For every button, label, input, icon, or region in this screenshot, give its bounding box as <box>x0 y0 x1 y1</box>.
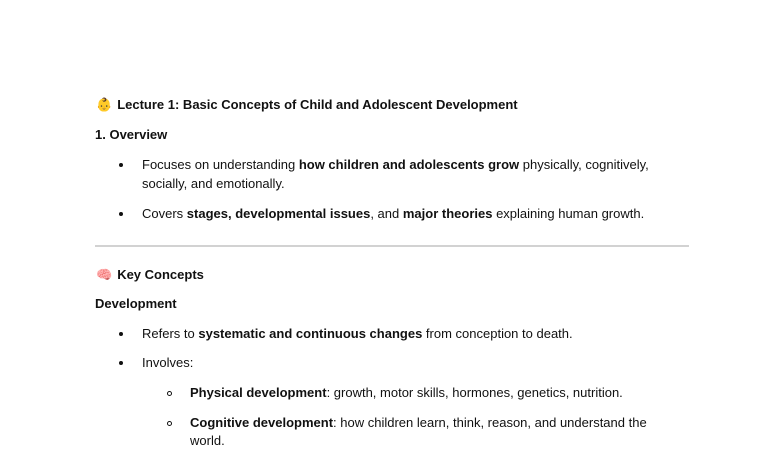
development-subheading: Development <box>95 296 177 311</box>
section-divider <box>95 245 689 247</box>
sub-bullet-icon <box>167 421 172 426</box>
bullet-icon <box>119 361 123 365</box>
bold-text: how children and adolescents grow <box>298 157 520 172</box>
text: Focuses on understanding <box>142 157 299 172</box>
baby-face-icon: 👶 <box>96 98 113 113</box>
text: : growth, motor skills, hormones, genetics, nutrition. <box>326 385 623 400</box>
cognitive-development-cont: world. <box>190 433 225 448</box>
key-concepts-heading: Key Concepts <box>117 267 204 282</box>
overview-item-2 <box>142 205 644 223</box>
bold-text: Physical development <box>190 385 327 400</box>
cognitive-development-item <box>190 414 647 432</box>
bold-text: Cognitive development <box>190 415 334 430</box>
bullet-icon <box>119 163 123 167</box>
development-item-1 <box>142 325 573 343</box>
text: explaining human growth. <box>492 206 645 221</box>
bullet-icon <box>119 332 123 336</box>
overview-item-1-cont: socially, and emotionally. <box>142 176 285 191</box>
text: Covers <box>142 206 187 221</box>
brain-icon: 🧠 <box>96 268 113 283</box>
bold-text: major theories <box>402 206 493 221</box>
overview-item-1 <box>142 156 649 174</box>
text: , and <box>370 206 403 221</box>
text: physically, cognitively, <box>519 157 649 172</box>
development-item-2: Involves: <box>142 355 194 370</box>
lecture-title-line <box>96 96 518 115</box>
physical-development-item <box>190 384 623 402</box>
lecture-title: Lecture 1: Basic Concepts of Child and Adolescent Development <box>117 97 518 112</box>
overview-heading: 1. Overview <box>95 127 168 142</box>
text: Refers to <box>142 326 199 341</box>
bold-text: systematic and continuous changes <box>198 326 423 341</box>
key-concepts-heading-line <box>96 266 204 285</box>
text: : how children learn, think, reason, and understand the <box>333 415 647 430</box>
sub-bullet-icon <box>167 391 172 396</box>
bold-text: stages, developmental issues <box>186 206 371 221</box>
bullet-icon <box>119 212 123 216</box>
text: from conception to death. <box>422 326 573 341</box>
